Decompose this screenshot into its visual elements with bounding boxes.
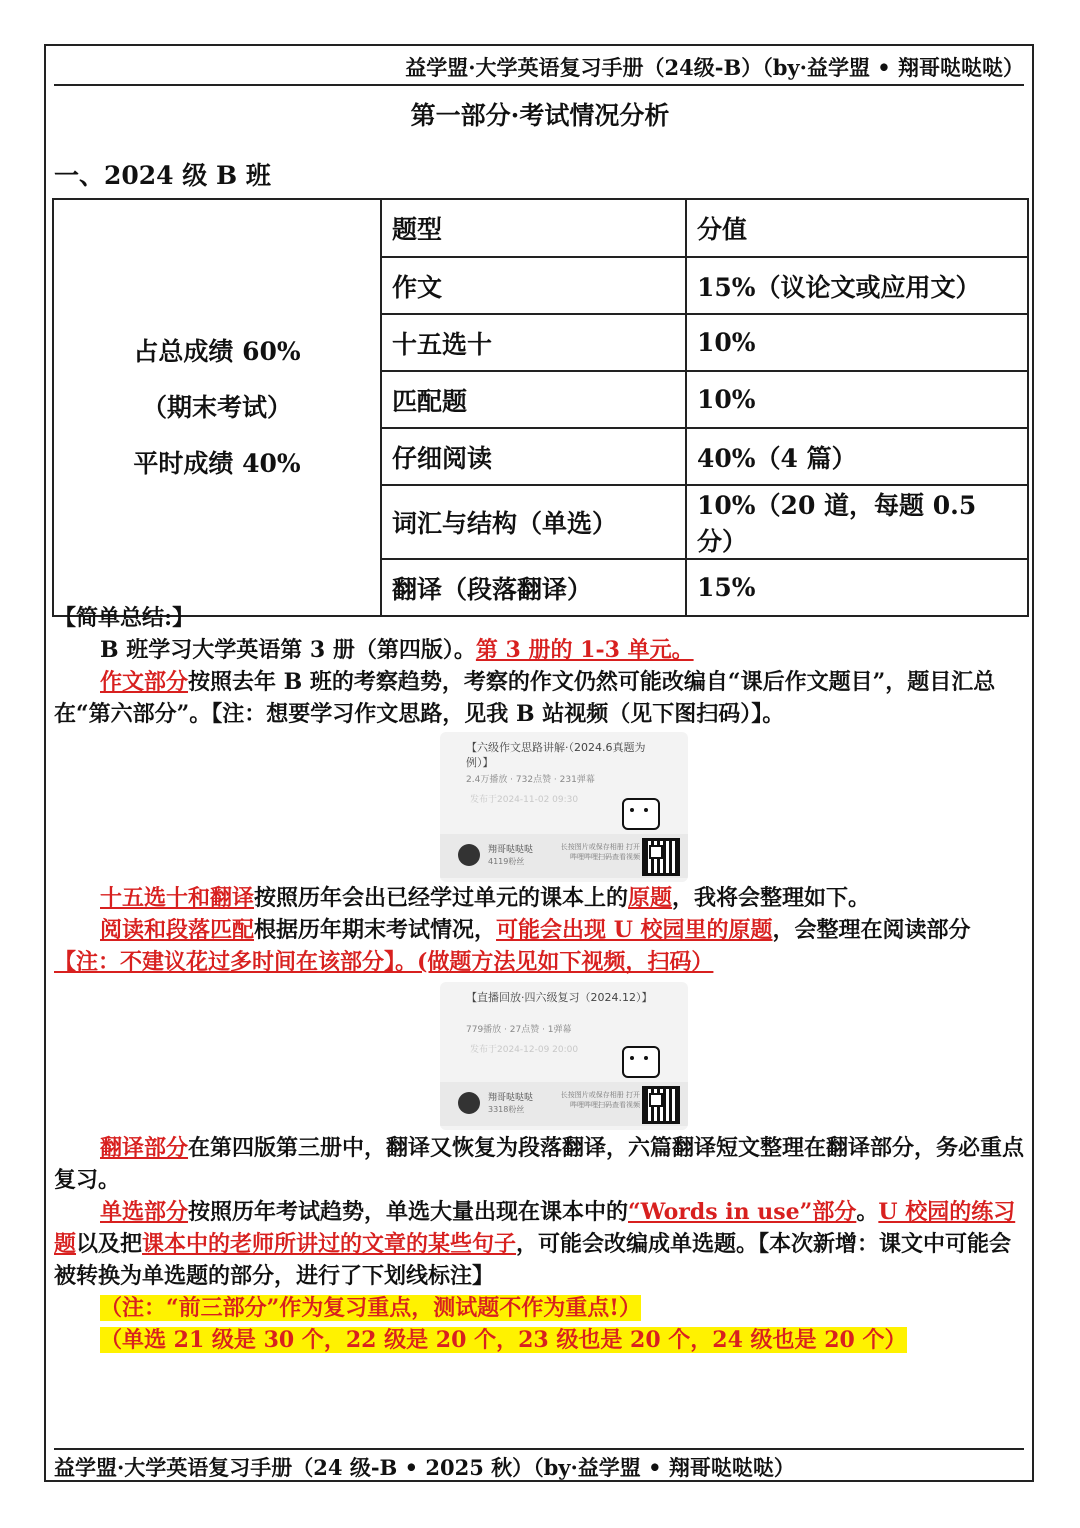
weight-line: 平时成绩 40%	[133, 448, 301, 478]
video-date: 发布于2024-12-09 20:00	[470, 1045, 579, 1055]
highlight-text: “Words in use”部分	[628, 1199, 857, 1225]
highlight-text: 原题	[628, 885, 673, 911]
section-heading: 一、2024 级 B 班	[54, 161, 271, 190]
text: 。	[856, 1199, 879, 1225]
text: 以及把	[76, 1231, 143, 1257]
video-stats: 779播放 · 27点赞 · 1弹幕	[466, 1025, 572, 1035]
score-value: 10%（20 道，每题 0.5 分）	[686, 485, 1028, 559]
question-type: 十五选十	[381, 314, 686, 371]
score-weight-cell	[53, 199, 381, 616]
summary-p2	[54, 666, 1030, 730]
summary-p4	[54, 914, 1030, 978]
question-type: 仔细阅读	[381, 428, 686, 485]
bilibili-mascot-icon	[622, 798, 660, 830]
highlight-text: 翻译部分	[100, 1135, 189, 1161]
highlight-text: 第 3 册的 1-3 单元。	[475, 637, 694, 663]
scan-tip: 长按图片或保存相册 打开哔哩哔哩扫码查看视频	[560, 1091, 640, 1109]
uploader-name: 翔哥哒哒哒	[488, 845, 534, 855]
highlight-text: 作文部分	[100, 669, 189, 695]
question-type: 匹配题	[381, 371, 686, 428]
page-footer: 益学盟·大学英语复习手册（24 级-B • 2025 秋）（by·益学盟 • 翔哥哒哒哒）	[54, 1448, 1024, 1484]
uploader-fans: 3318粉丝	[488, 1105, 525, 1114]
video-title: 【直播回放·四六级复习（2024.12）】	[466, 991, 653, 1004]
text: ，可能会改编成单选题。【本次新增：课文中可能会被转换为单选题的部分，进行了下划线标注】	[54, 1231, 1012, 1289]
highlighted-note: （单选 21 级是 30 个，22 级是 20 个，23 级也是 20 个，24 级也是 20 个）	[100, 1327, 907, 1353]
video-date: 发布于2024-11-02 09:30	[470, 795, 579, 805]
text: 按照去年 B 班的考察趋势，考察的作文仍然可能改编自“课后作文题目”，题目汇总在“第六部分”。【注：想要学习作文思路，见我 B 站视频（见下图扫码）】。	[54, 669, 996, 727]
exam-table	[52, 198, 1029, 617]
video-thumbnail-1[interactable]	[440, 732, 688, 882]
score-value: 10%	[686, 371, 1028, 428]
bilibili-mascot-icon	[622, 1046, 660, 1078]
qr-code-icon[interactable]	[642, 1086, 680, 1124]
question-type: 翻译（段落翻译）	[381, 559, 686, 616]
page-header: 益学盟·大学英语复习手册（24级-B）（by·益学盟 • 翔哥哒哒哒）	[54, 52, 1024, 86]
summary-p6	[54, 1196, 1030, 1292]
highlight-text: 【注：不建议花过多时间在该部分】。(做题方法见如下视频，扫码）	[54, 949, 714, 975]
score-value: 15%	[686, 559, 1028, 616]
text: 按照历年会出已经学过单元的课本上的	[254, 885, 629, 911]
highlight-text: U 校园的练习题	[54, 1199, 1016, 1257]
score-value: 10%	[686, 314, 1028, 371]
text: 根据历年期末考试情况，	[254, 917, 497, 943]
text: 在第四版第三册中，翻译又恢复为段落翻译，六篇翻译短文整理在翻译部分，务必重点复习。	[54, 1135, 1025, 1193]
text: B 班学习大学英语第 3 册（第四版）。	[100, 637, 476, 663]
weight-line: （期末考试）	[141, 392, 292, 422]
table-header-score: 分值	[686, 199, 1028, 257]
scan-tip: 长按图片或保存相册 打开哔哩哔哩扫码查看视频	[560, 843, 640, 861]
summary-p5	[54, 1132, 1030, 1196]
highlight-text: 阅读和段落匹配	[100, 917, 255, 943]
weight-line: 占总成绩 60%	[133, 336, 301, 366]
note-line-2	[100, 1324, 907, 1356]
highlight-text: 可能会出现 U 校园里的原题	[496, 917, 773, 943]
avatar	[458, 844, 480, 866]
question-type: 词汇与结构（单选）	[381, 485, 686, 559]
summary-p3	[54, 882, 1030, 914]
highlight-text: 十五选十和翻译	[100, 885, 255, 911]
text: 按照历年考试趋势，单选大量出现在课本中的	[188, 1199, 629, 1225]
text: ，会整理在阅读部分	[772, 917, 971, 943]
uploader-name: 翔哥哒哒哒	[488, 1093, 534, 1103]
uploader-fans: 4119粉丝	[488, 857, 525, 866]
text: ，我将会整理如下。	[672, 885, 871, 911]
qr-code-icon[interactable]	[642, 838, 680, 876]
table-header-type: 题型	[381, 199, 686, 257]
highlighted-note: （注：“前三部分”作为复习重点，测试题不作为重点!）	[100, 1295, 641, 1321]
page-title: 第一部分·考试情况分析	[410, 101, 670, 130]
summary-heading: 【简单总结:】	[54, 605, 195, 631]
highlight-text: 单选部分	[100, 1199, 189, 1225]
highlight-text: 课本中的老师所讲过的文章的某些句子	[142, 1231, 517, 1257]
avatar	[458, 1092, 480, 1114]
score-value: 40%（4 篇）	[686, 428, 1028, 485]
video-title: 【六级作文思路讲解·（2024.6真题为例）】	[466, 741, 646, 769]
question-type: 作文	[381, 257, 686, 314]
score-value: 15%（议论文或应用文）	[686, 257, 1028, 314]
note-line-1	[100, 1292, 641, 1324]
video-thumbnail-2[interactable]	[440, 982, 688, 1130]
summary-p1	[54, 634, 1030, 666]
video-stats: 2.4万播放 · 732点赞 · 231弹幕	[466, 775, 595, 785]
